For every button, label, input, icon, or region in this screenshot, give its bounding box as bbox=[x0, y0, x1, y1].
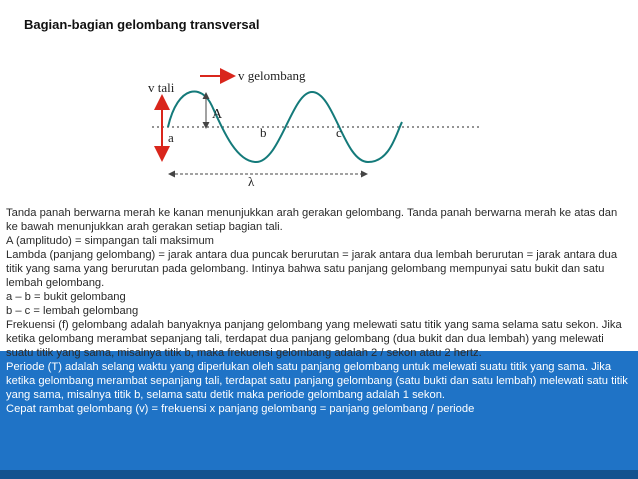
paragraph-period: Periode (T) adalah selang waktu yang diperlukan oleh satu panjang gelombang untuk melewati suatu titik yang sama. Jika ketika gelombang merambat sepanjang tali, terdapat satu panjang gelombang (satu bukti dan satu lembah) melewati satu titik yang sama, misalnya titik b, selama satu detik maka periode gelombang adalah 1 sekon. bbox=[6, 361, 628, 401]
paragraph-wave-speed: Cepat rambat gelombang (v) = frekuensi x panjang gelombang = panjang gelombang / periode bbox=[6, 403, 475, 415]
explanation-text bbox=[6, 206, 632, 416]
label-v-tali: v tali bbox=[148, 80, 175, 95]
paragraph-crest: a – b = bukit gelombang bbox=[6, 291, 126, 303]
paragraph-trough: b – c = lembah gelombang bbox=[6, 305, 139, 317]
label-amplitude: A bbox=[212, 107, 223, 122]
paragraph-amplitude: A (amplitudo) = simpangan tali maksimum bbox=[6, 235, 214, 247]
blue-footer-strip bbox=[0, 470, 638, 479]
paragraph-frequency: Frekuensi (f) gelombang adalah banyaknya panjang gelombang yang melewati satu titik yang sama selama satu sekon. Jika ketika gelombang merambat sepanjang tali, terdapat dua panjang gelombang (dua bukit dan dua lembah) yang melewati suatu titik yang sama, misalnya titik b, maka frekuensi gelombang adalah 2 / sekon atau 2 hertz. bbox=[6, 319, 622, 359]
label-point-c: c bbox=[336, 125, 342, 140]
slide-title: Bagian-bagian gelombang transversal bbox=[24, 17, 260, 32]
transverse-wave-diagram bbox=[140, 62, 500, 187]
paragraph-lambda: Lambda (panjang gelombang) = jarak antara dua puncak berurutan = jarak antara dua lembah berurutan = jarak antara dua titik yang sama yang berurutan pada gelombang. Intinya bahwa satu panjang gelombang mempunyai satu bukit dan satu lembah gelombang. bbox=[6, 249, 618, 289]
label-v-gelombang: v gelombang bbox=[238, 68, 306, 83]
label-lambda: λ bbox=[248, 174, 255, 187]
label-point-b: b bbox=[260, 125, 267, 140]
paragraph-arrow-explanation: Tanda panah berwarna merah ke kanan menunjukkan arah gerakan gelombang. Tanda panah berwarna merah ke atas dan ke bawah menunjukkan arah gerakan setiap bagian tali. bbox=[6, 207, 618, 233]
label-point-a: a bbox=[168, 130, 174, 145]
